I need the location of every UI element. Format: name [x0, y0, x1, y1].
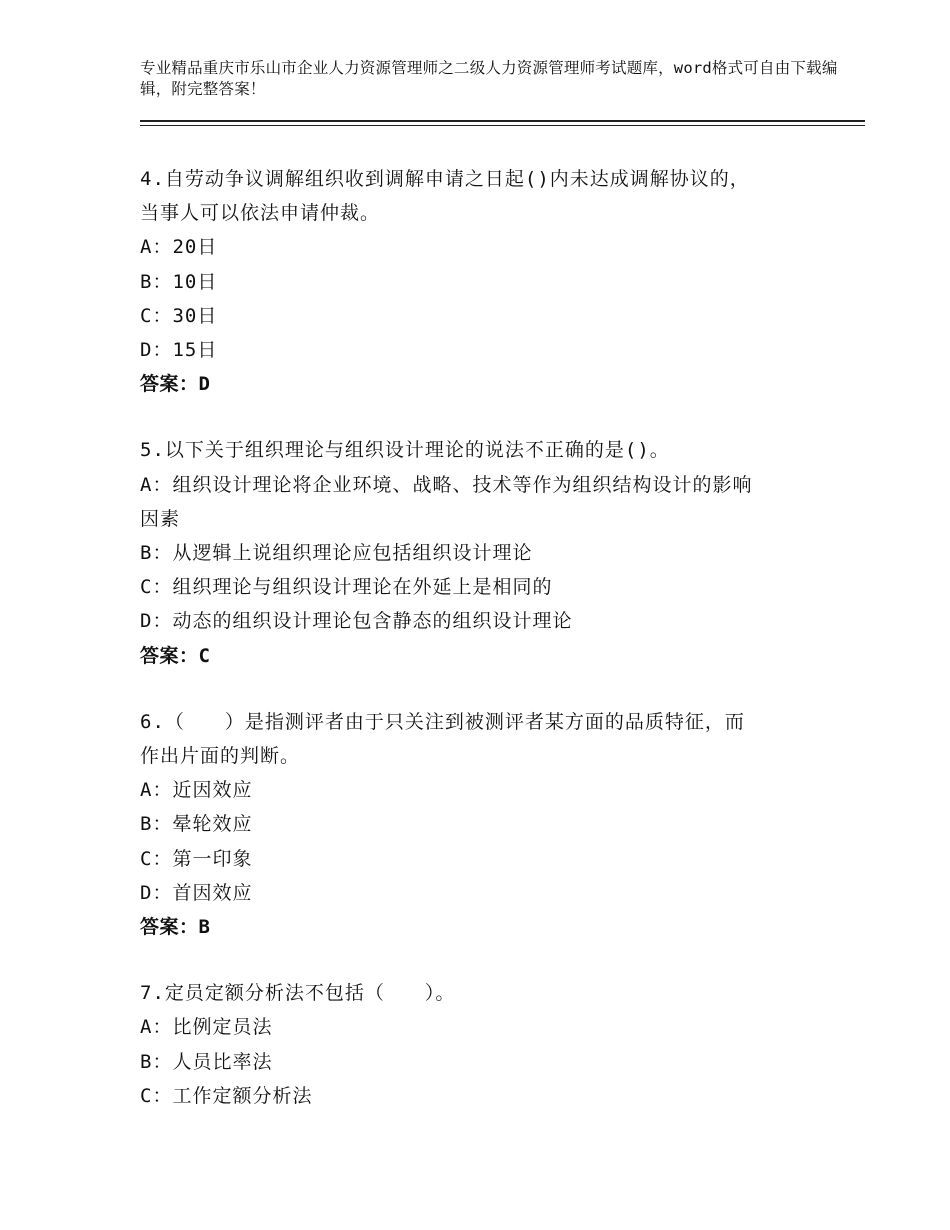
option-b: B：人员比率法	[140, 1050, 273, 1073]
answer: 答案：D	[140, 373, 211, 396]
question-list	[140, 162, 840, 1145]
question-stem: 5.以下关于组织理论与组织设计理论的说法不正确的是()。	[140, 439, 670, 462]
option-a: A：组织设计理论将企业环境、战略、技术等作为组织结构设计的影响	[140, 473, 753, 496]
option-b: B：10日	[140, 270, 218, 293]
option-c: C：第一印象	[140, 847, 253, 870]
option-d: D：动态的组织设计理论包含静态的组织设计理论	[140, 610, 573, 633]
question-stem: 6.（ ）是指测评者由于只关注到被测评者某方面的品质特征，而	[140, 710, 745, 733]
question-stem: 当事人可以依法申请仲裁。	[140, 202, 381, 225]
answer: 答案：B	[140, 916, 211, 939]
option-b: B：晕轮效应	[140, 813, 253, 836]
question-6	[140, 705, 840, 944]
option-a-continued: 因素	[140, 507, 181, 530]
header-title: 专业精品重庆市乐山市企业人力资源管理师之二级人力资源管理师考试题库，word格式可自由下载编辑，附完整答案！	[140, 59, 838, 98]
option-a: A：比例定员法	[140, 1016, 273, 1039]
question-stem: 7.定员定额分析法不包括（ ）。	[140, 982, 456, 1005]
option-a: A：近因效应	[140, 779, 253, 802]
question-4	[140, 162, 840, 401]
header-divider-thin	[140, 125, 865, 126]
document-header	[140, 58, 840, 100]
header-divider-thick	[140, 120, 865, 122]
option-c: C：组织理论与组织设计理论在外延上是相同的	[140, 576, 553, 599]
option-b: B：从逻辑上说组织理论应包括组织设计理论	[140, 542, 533, 565]
option-d: D：15日	[140, 339, 218, 362]
option-a: A：20日	[140, 236, 218, 259]
question-5	[140, 433, 840, 672]
option-c: C：工作定额分析法	[140, 1084, 313, 1107]
option-d: D：首因效应	[140, 881, 253, 904]
question-stem: 作出片面的判断。	[140, 745, 301, 768]
answer: 答案：C	[140, 644, 211, 667]
option-c: C：30日	[140, 304, 218, 327]
question-7	[140, 976, 840, 1113]
question-stem: 4.自劳动争议调解组织收到调解申请之日起()内未达成调解协议的，	[140, 168, 750, 190]
